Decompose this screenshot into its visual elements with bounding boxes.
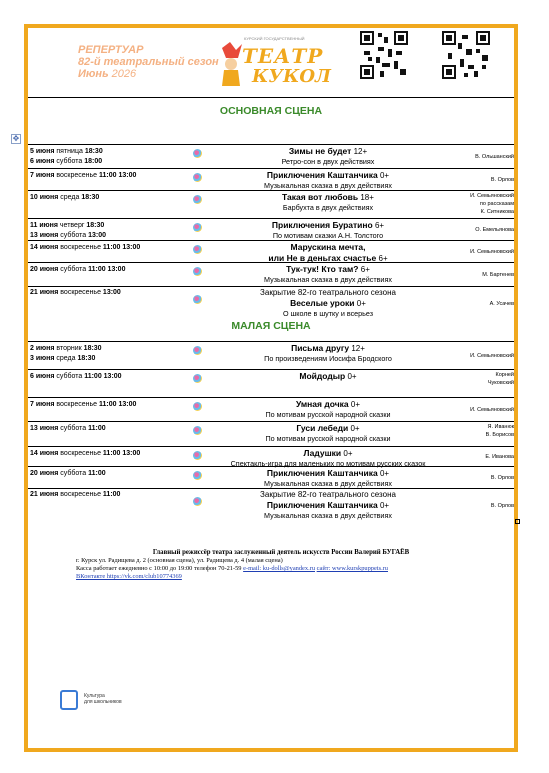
header [28, 28, 514, 98]
repertoire-title [78, 44, 219, 80]
show-icon [193, 471, 202, 480]
show-dates [30, 265, 125, 275]
logo-word-theatre: ТЕАТР [242, 44, 324, 68]
show-author: В. Орлов [490, 503, 514, 509]
footer-address: г. Курск ул. Радищева д. 2 (основная сцена), ул. Радищева д. 4 (малая сцена) [76, 557, 283, 564]
main-stage-title: ОСНОВНАЯ СЦЕНА [219, 105, 323, 117]
show-title: Веселые уроки 0+ [290, 298, 366, 308]
show-title-line2: или Не в деньгах счастье 6+ [268, 253, 388, 263]
show-icon [193, 149, 202, 158]
show-subtitle: Музыкальная сказка в двух действиях [264, 181, 392, 190]
badge-line1: Культура [84, 693, 105, 699]
show-author: В. Орлов [490, 177, 514, 183]
show-title: Мойдодыр 0+ [299, 371, 357, 381]
event-caption: Закрытие 82-го театрального сезона [260, 288, 396, 297]
show-author: Е. Иванова [485, 454, 514, 460]
qr-code-icon [442, 31, 490, 79]
show-icon [193, 295, 202, 304]
culture-logo-icon [60, 690, 78, 710]
show-title: Приключения Каштанчика 0+ [266, 468, 390, 478]
date-line: 20 июня суббота 11:00 [30, 470, 106, 477]
show-author: В. Ольшанский [475, 154, 514, 160]
date-line: 13 июня суббота 13:00 [30, 232, 106, 239]
schedule-row [28, 397, 514, 421]
show-dates [30, 490, 120, 500]
show-subtitle: Ретро-сон в двух действиях [281, 157, 375, 166]
show-title: Марускина мечта, [290, 242, 366, 252]
show-subtitle: О школе в шутку и всерьез [282, 309, 374, 318]
date-line: 14 июня воскресенье 11:00 13:00 [30, 450, 141, 457]
schedule-row [28, 369, 514, 397]
schedule-row [28, 218, 514, 240]
age-rating: 12+ [351, 344, 365, 353]
age-rating: 0+ [350, 424, 360, 433]
repertoire-title-line1: РЕПЕРТУАР [78, 44, 144, 56]
date-line: 21 июня воскресенье 11:00 [30, 491, 121, 498]
show-author: И. Семьяновский [470, 353, 514, 359]
show-subtitle: Музыкальная сказка в двух действиях [264, 511, 392, 520]
date-line: 2 июня вторник 18:30 [30, 345, 102, 352]
show-title: Приключения Каштанчика 0+ [266, 500, 390, 510]
show-dates [30, 344, 102, 364]
show-author: И. Семьяновский [470, 407, 514, 413]
show-icon [193, 426, 202, 435]
show-icon [193, 173, 202, 182]
qr-code-left [360, 31, 408, 91]
age-rating: 12+ [353, 147, 368, 156]
show-info [208, 146, 448, 167]
show-info [208, 192, 448, 213]
age-rating: 0+ [379, 469, 390, 478]
show-dates [30, 288, 121, 298]
show-author: Я. Иванюк В. Борисов [485, 424, 514, 438]
header-divider [28, 97, 514, 98]
show-info [208, 170, 448, 191]
date-line: 5 июня пятница 18:30 [30, 148, 103, 155]
date-line: 13 июня суббота 11:00 [30, 425, 106, 432]
schedule-row [28, 240, 514, 262]
table-move-handle-icon[interactable]: ✥ [12, 134, 20, 143]
footer-vk-link[interactable]: ВКонтакте https://vk.com/club10774369 [76, 573, 182, 580]
show-title: Приключения Каштанчика 0+ [266, 170, 390, 180]
culture-for-students-badge [60, 688, 150, 712]
show-dates [30, 147, 103, 167]
show-dates [30, 372, 122, 382]
show-info [208, 220, 448, 241]
show-icon [193, 195, 202, 204]
age-rating: 0+ [356, 299, 366, 308]
show-title: Умная дочка 0+ [296, 399, 360, 409]
date-line: 7 июня воскресенье 11:00 13:00 [30, 401, 137, 408]
schedule-row [28, 144, 514, 168]
show-subtitle: Музыкальная сказка в двух действиях [264, 479, 392, 488]
footer-email-link[interactable]: e-mail: ku-dolls@yandex.ru [243, 565, 316, 572]
age-rating: 0+ [343, 449, 353, 458]
show-subtitle: По произведениям Иосифа Бродского [264, 354, 392, 363]
theatre-logo [216, 34, 331, 92]
show-dates [30, 469, 106, 479]
show-subtitle: По мотивам русской народной сказки [265, 410, 391, 419]
show-icon [193, 245, 202, 254]
show-title: Приключения Буратино 6+ [271, 220, 385, 230]
show-subtitle: Музыкальная сказка в двух действиях [264, 275, 392, 284]
show-author: О. Емельянова [475, 227, 514, 233]
date-line: 10 июня среда 18:30 [30, 194, 100, 201]
age-rating: 0+ [379, 501, 390, 510]
show-author: Корней Чуковский [487, 372, 514, 386]
show-info [208, 371, 448, 382]
schedule-row [28, 168, 514, 190]
schedule-row [28, 286, 514, 320]
show-info [208, 468, 448, 489]
show-author: М. Бартенев [482, 272, 514, 278]
date-line: 11 июня четверг 18:30 [30, 222, 105, 229]
age-rating: 6+ [360, 265, 370, 274]
show-info [208, 264, 448, 285]
table-resize-handle[interactable] [515, 519, 520, 524]
show-icon [193, 267, 202, 276]
show-title: Зимы не будет 12+ [288, 146, 368, 156]
show-dates [30, 449, 140, 459]
show-dates [30, 400, 136, 410]
show-dates [30, 424, 106, 434]
footer [76, 549, 506, 581]
show-info [208, 288, 448, 319]
show-info [208, 399, 448, 420]
show-title: Такая вот любовь 18+ [282, 192, 374, 202]
footer-site-link[interactable]: сайт: www.kurskpuppets.ru [316, 565, 388, 572]
show-author: А. Усачев [489, 301, 514, 307]
show-subtitle: Барбухта в двух действиях [282, 203, 374, 212]
show-info [208, 490, 448, 521]
show-author: И. Семьяновский [470, 249, 514, 255]
date-line: 7 июня воскресенье 11:00 13:00 [30, 172, 137, 179]
show-title: Тук-тук! Кто там? 6+ [286, 264, 370, 274]
schedule-row [28, 421, 514, 446]
show-dates [30, 221, 106, 241]
show-dates [30, 171, 136, 181]
show-icon [193, 402, 202, 411]
schedule-row [28, 446, 514, 466]
date-line: 21 июня воскресенье 13:00 [30, 289, 121, 296]
schedule-row [28, 190, 514, 218]
show-info [208, 423, 448, 444]
logo-word-puppets: КУКОЛ [252, 66, 331, 87]
schedule-row [28, 466, 514, 488]
schedule-row [28, 262, 514, 286]
show-icon [193, 223, 202, 232]
show-subtitle: Спектакль-игра для маленьких по мотивам русских сказок [230, 459, 426, 468]
show-title: Ладушки 0+ [303, 448, 353, 458]
date-line: 14 июня воскресенье 11:00 13:00 [30, 244, 141, 251]
date-line: 3 июня среда 18:30 [30, 355, 96, 362]
date-line: 20 июня суббота 11:00 13:00 [30, 266, 126, 273]
schedule-row [28, 341, 514, 369]
qr-code-right [442, 31, 490, 91]
age-rating: 0+ [347, 372, 357, 381]
small-stage-title: МАЛАЯ СЦЕНА [231, 320, 311, 332]
show-icon [193, 451, 202, 460]
age-rating: 0+ [379, 171, 390, 180]
footer-director: Главный режиссёр театра заслуженный деятель искусств России Валерий БУГАЁВ [152, 549, 410, 556]
show-subtitle: По мотивам сказки А.Н. Толстого [272, 231, 384, 240]
qr-code-icon [360, 31, 408, 79]
show-subtitle: По мотивам русской народной сказки [265, 434, 391, 443]
footer-contacts: Касса работает ежедневно с 10:00 до 19:00 телефон 70-21-59 e-mail: ku-dolls@yandex.ru сайт: www.kurskpuppets.ru [76, 565, 388, 572]
show-icon [193, 346, 202, 355]
schedule-row [28, 488, 514, 522]
season-line: 82-й театральный сезон [78, 56, 219, 68]
date-line: 6 июня суббота 11:00 13:00 [30, 373, 122, 380]
show-author: В. Орлов [490, 475, 514, 481]
show-title: Гуси лебеди 0+ [296, 423, 360, 433]
show-dates [30, 243, 140, 253]
badge-line2: для школьников [84, 699, 122, 705]
age-rating: 6+ [374, 221, 385, 230]
show-dates [30, 193, 99, 203]
show-icon [193, 374, 202, 383]
month-line: Июнь 2026 [78, 68, 137, 80]
date-line: 6 июня суббота 18:00 [30, 158, 103, 165]
age-rating: 0+ [350, 400, 360, 409]
age-rating: 18+ [360, 193, 374, 202]
show-author: И. Семьяновский по рассказам К. Ситникова [470, 193, 514, 215]
logo-caption: КУРСКИЙ ГОСУДАРСТВЕННЫЙ [244, 36, 305, 41]
show-info [208, 242, 448, 264]
show-title: Письма другу 12+ [291, 343, 365, 353]
event-caption: Закрытие 82-го театрального сезона [260, 490, 396, 499]
age-rating: 6+ [378, 254, 388, 263]
show-info [208, 343, 448, 364]
show-icon [193, 497, 202, 506]
